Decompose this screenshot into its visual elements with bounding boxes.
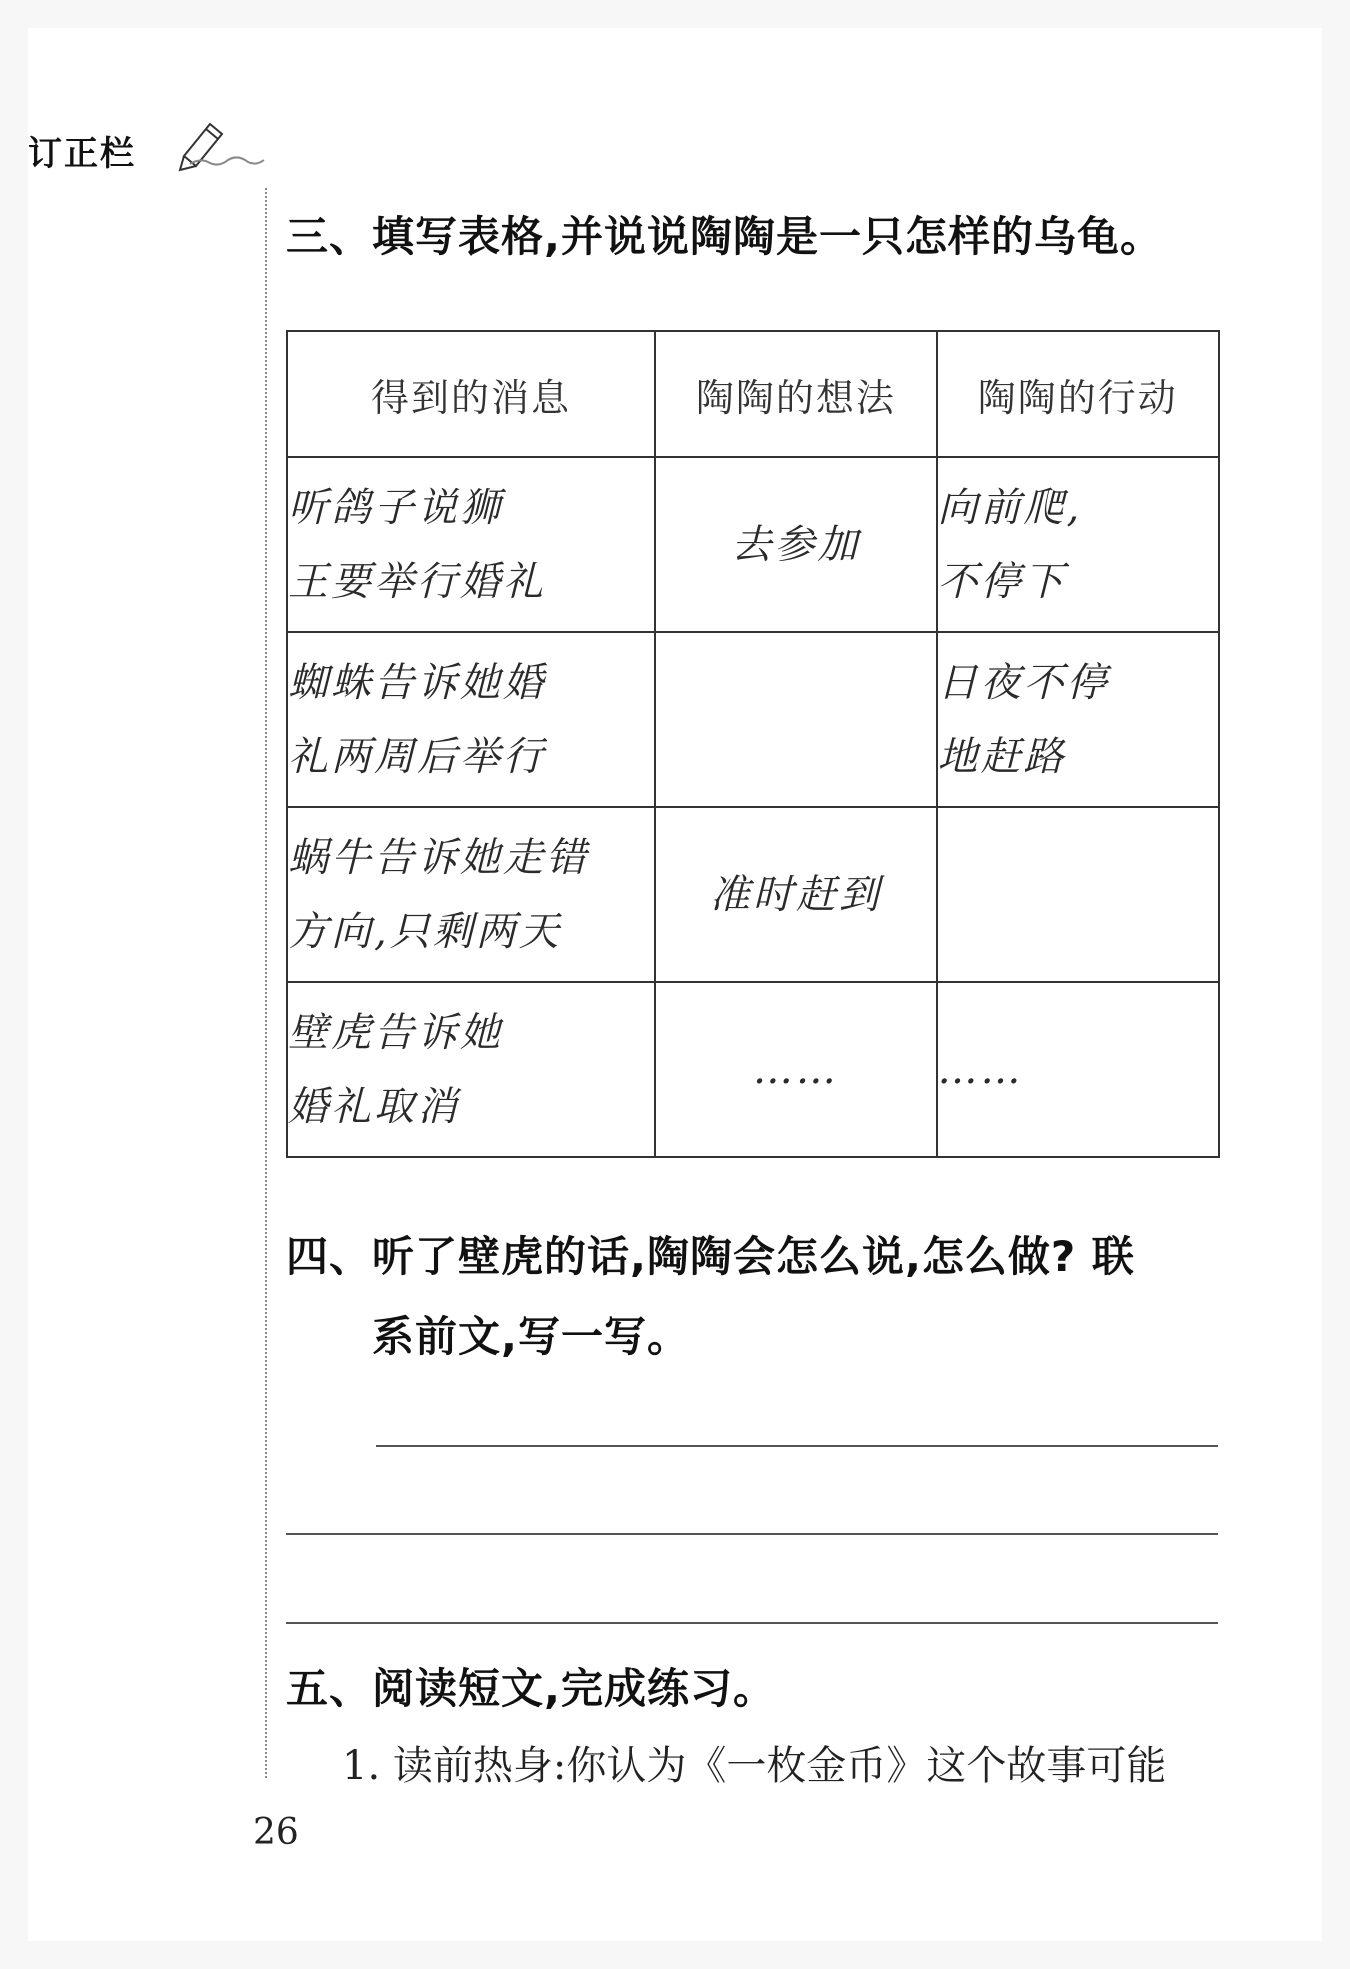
action-cell[interactable]: 日夜不停 地赶路 [937, 632, 1219, 807]
section-5-item-1: 1. 读前热身:你认为《一枚金币》这个故事可能 [342, 1743, 1167, 1789]
section-3-heading: 三、填写表格,并说说陶陶是一只怎样的乌龟。 [286, 212, 1163, 261]
pencil-icon [176, 112, 266, 172]
table-header-message: 得到的消息 [287, 331, 655, 457]
correction-column-label: 订正栏 [28, 134, 136, 174]
message-cell: 听鸽子说狮 王要举行婚礼 [287, 457, 655, 632]
thought-cell[interactable]: 去参加 [655, 457, 936, 632]
thought-cell[interactable]: …… [655, 982, 936, 1157]
action-cell[interactable]: …… [937, 982, 1219, 1157]
table-row [287, 632, 1219, 807]
message-cell: 壁虎告诉她 婚礼取消 [287, 982, 655, 1157]
info-table [286, 330, 1220, 1158]
table-header-row [287, 331, 1219, 457]
answer-line-2[interactable] [286, 1533, 1218, 1535]
action-cell-blank[interactable] [937, 807, 1219, 982]
thought-cell-blank[interactable] [655, 632, 936, 807]
page-number: 26 [253, 1812, 299, 1853]
answer-line-1[interactable] [376, 1445, 1218, 1447]
table-row [287, 457, 1219, 632]
margin-dotted-rule [265, 188, 267, 1778]
table-row [287, 807, 1219, 982]
table-header-thought: 陶陶的想法 [655, 331, 936, 457]
thought-cell[interactable]: 准时赶到 [655, 807, 936, 982]
section-4-heading-line1: 四、听了壁虎的话,陶陶会怎么说,怎么做? 联 [286, 1232, 1135, 1281]
message-cell: 蜗牛告诉她走错 方向,只剩两天 [287, 807, 655, 982]
message-cell: 蜘蛛告诉她婚 礼两周后举行 [287, 632, 655, 807]
answer-line-3[interactable] [286, 1622, 1218, 1624]
table-row [287, 982, 1219, 1157]
table-header-action: 陶陶的行动 [937, 331, 1219, 457]
section-4-heading-line2: 系前文,写一写。 [372, 1312, 690, 1361]
section-5-heading: 五、阅读短文,完成练习。 [286, 1664, 776, 1713]
action-cell[interactable]: 向前爬, 不停下 [937, 457, 1219, 632]
workbook-page [28, 28, 1322, 1941]
